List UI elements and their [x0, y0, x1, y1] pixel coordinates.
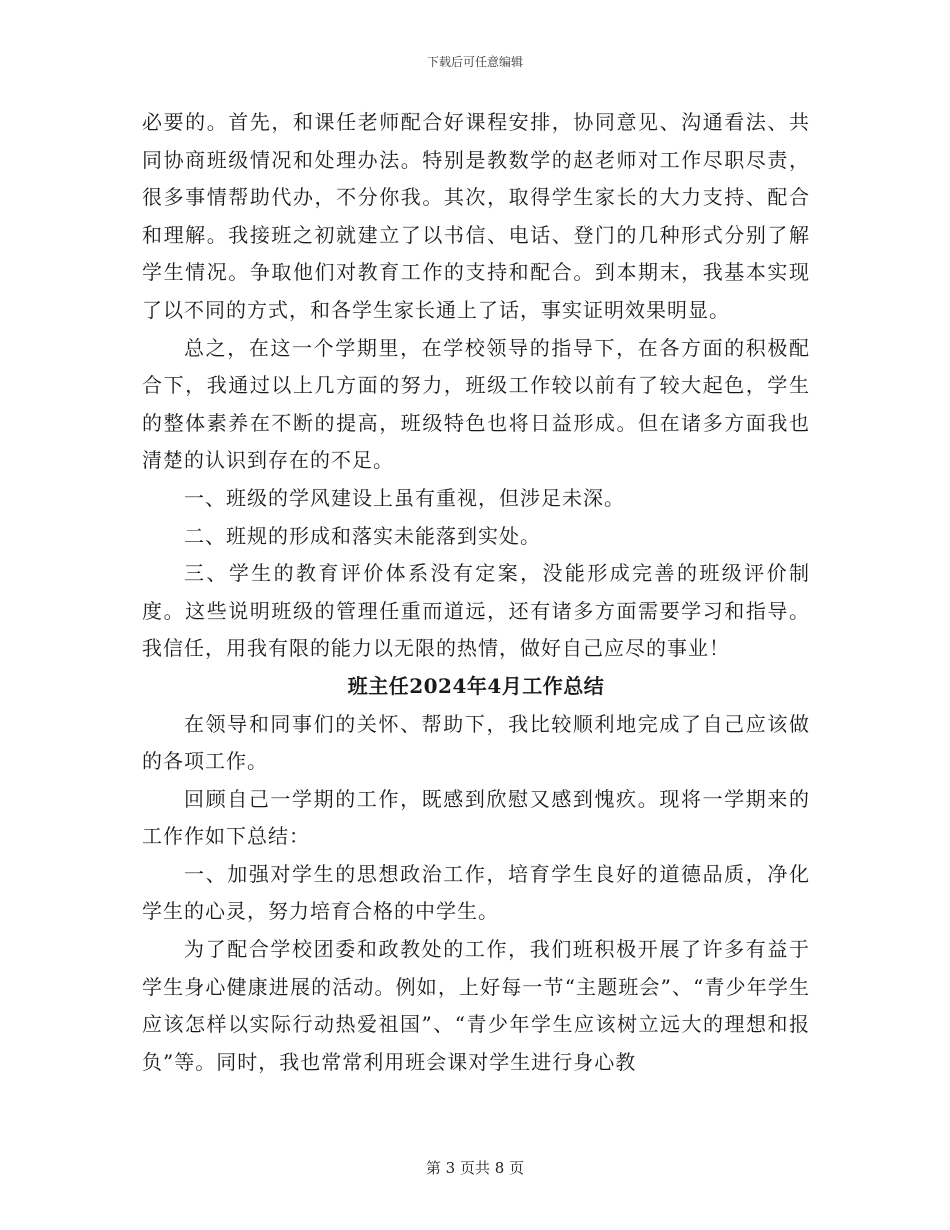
- page-header-note: 下载后可任意编辑: [426, 55, 523, 69]
- document-body: [142, 104, 810, 1081]
- paragraph: 回顾自己一学期的工作，既感到欣慰又感到愧疚。现将一学期来的工作作如下总结：: [142, 786, 810, 849]
- paragraph: 一、班级的学风建设上虽有重视，但涉足未深。: [184, 485, 625, 510]
- paragraph: 在领导和同事们的关怀、帮助下，我比较顺利地完成了自己应该做的各项工作。: [142, 711, 810, 774]
- paragraph: 二、班规的形成和落实未能落到实处。: [184, 523, 541, 548]
- paragraph: 为了配合学校团委和政教处的工作，我们班积极开展了许多有益于学生身心健康进展的活动。例如，上好每一节“主题班会”、“青少年学生应该怎样以实际行动热爱祖国”、“青少年学生应该树立远大的理想和报负”等。同时，我也常常利用班会课对学生进行身心教: [142, 937, 810, 1074]
- paragraph: 总之，在这一个学期里，在学校领导的指导下，在各方面的积极配合下，我通过以上几方面的努力，班级工作较以前有了较大起色，学生的整体素养在不断的提高，班级特色也将日益形成。但在诸多方面我也清楚的认识到存在的不足。: [142, 335, 810, 473]
- paragraph: 必要的。首先，和课任老师配合好课程安排，协同意见、沟通看法、共同协商班级情况和处理办法。特别是教数学的赵老师对工作尽职尽责，很多事情帮助代办，不分你我。其次，取得学生家长的大力支持、配合和理解。我接班之初就建立了以书信、电话、登门的几种形式分别了解学生情况。争取他们对教育工作的支持和配合。到本期末，我基本实现了以不同的方式，和各学生家长通上了话，事实证明效果明显。: [142, 110, 810, 322]
- paragraph: 一、加强对学生的思想政治工作，培育学生良好的道德品质，净化学生的心灵，努力培育合格的中学生。: [142, 861, 810, 924]
- paragraph: 三、学生的教育评价体系没有定案，没能形成完善的班级评价制度。这些说明班级的管理任重而道远，还有诸多方面需要学习和指导。我信任，用我有限的能力以无限的热情，做好自己应尽的事业！: [142, 561, 810, 661]
- page-number: 第 3 页共 8 页: [425, 1159, 525, 1177]
- section-title: 班主任2024年4月工作总结: [347, 673, 605, 698]
